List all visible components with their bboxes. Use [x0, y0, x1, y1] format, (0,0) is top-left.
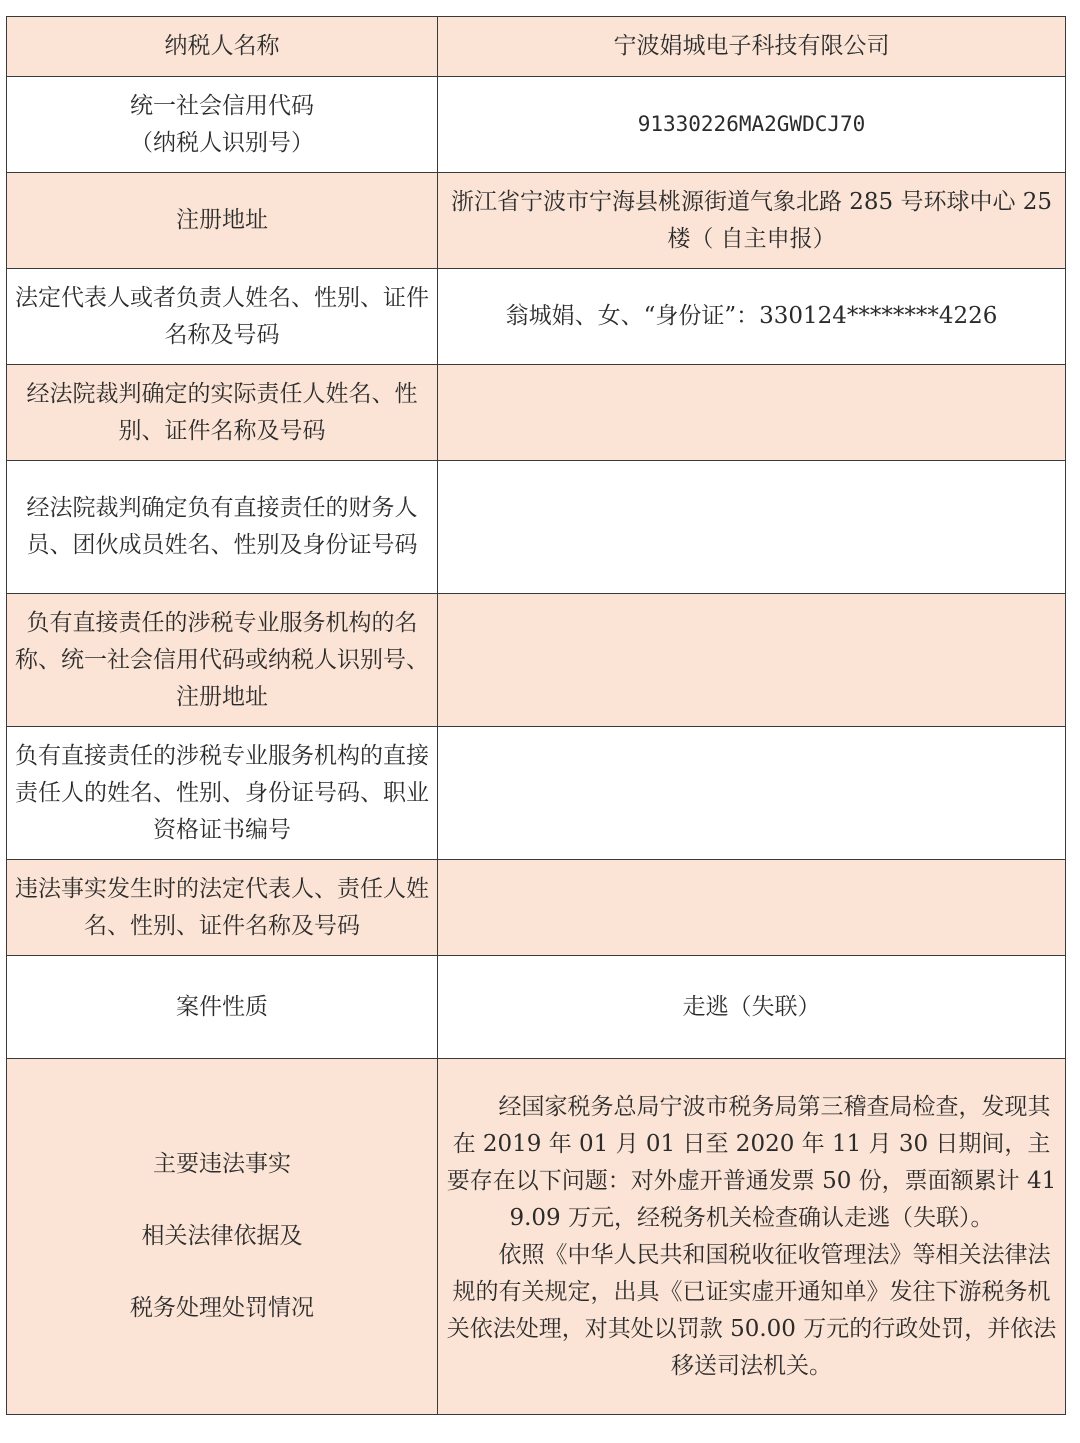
label-representative-at-violation: 违法事实发生时的法定代表人、责任人姓名、性别、证件名称及号码 — [7, 860, 438, 956]
value-credit-code: 91330226MA2GWDCJ70 — [438, 77, 1066, 173]
row-violation-facts — [7, 1059, 1066, 1415]
taxpayer-info-table — [6, 16, 1066, 1415]
value-case-nature: 走逃（失联） — [438, 956, 1066, 1059]
facts-paragraph-2: 依照《中华人民共和国税收征收管理法》等相关法律法规的有关规定，出具《已证实虚开通知单》发往下游税务机关依法处理，对其处以罚款 50.00 万元的行政处罚，并依法移送司法机关。 — [446, 1241, 1057, 1379]
label-registered-address: 注册地址 — [7, 173, 438, 269]
row-finance-personnel — [7, 461, 1066, 594]
value-tax-agency — [438, 594, 1066, 727]
value-registered-address: 浙江省宁波市宁海县桃源街道气象北路 285 号环球中心 25 楼（ 自主申报） — [438, 173, 1066, 269]
label-case-nature: 案件性质 — [7, 956, 438, 1059]
value-taxpayer-name: 宁波娟城电子科技有限公司 — [438, 17, 1066, 77]
label-taxpayer-name: 纳税人名称 — [7, 17, 438, 77]
label-penalty: 税务处理处罚情况 — [130, 1295, 314, 1321]
row-tax-agency — [7, 594, 1066, 727]
row-representative-at-violation — [7, 860, 1066, 956]
value-finance-personnel — [438, 461, 1066, 594]
label-tax-agency-person: 负有直接责任的涉税专业服务机构的直接责任人的姓名、性别、身份证号码、职业资格证书编号 — [7, 727, 438, 860]
label-legal-representative: 法定代表人或者负责人姓名、性别、证件名称及号码 — [7, 269, 438, 365]
row-taxpayer-name — [7, 17, 1066, 77]
value-legal-representative: 翁城娟、女、“身份证”：330124********4226 — [438, 269, 1066, 365]
label-credit-code: 统一社会信用代码 （纳税人识别号） — [7, 77, 438, 173]
row-credit-code — [7, 77, 1066, 173]
value-violation-facts — [438, 1059, 1066, 1415]
label-actual-responsible-person: 经法院裁判确定的实际责任人姓名、性别、证件名称及号码 — [7, 365, 438, 461]
label-legal-basis: 相关法律依据及 — [141, 1223, 303, 1249]
value-representative-at-violation — [438, 860, 1066, 956]
label-gap — [15, 1183, 429, 1218]
label-gap — [15, 1255, 429, 1290]
label-main-facts: 主要违法事实 — [153, 1151, 291, 1177]
value-tax-agency-person — [438, 727, 1066, 860]
row-case-nature — [7, 956, 1066, 1059]
label-tax-agency: 负有直接责任的涉税专业服务机构的名称、统一社会信用代码或纳税人识别号、注册地址 — [7, 594, 438, 727]
row-registered-address — [7, 173, 1066, 269]
label-violation-facts — [7, 1059, 438, 1415]
row-legal-representative — [7, 269, 1066, 365]
row-actual-responsible-person — [7, 365, 1066, 461]
value-actual-responsible-person — [438, 365, 1066, 461]
row-tax-agency-person — [7, 727, 1066, 860]
label-finance-personnel: 经法院裁判确定负有直接责任的财务人员、团伙成员姓名、性别及身份证号码 — [7, 461, 438, 594]
facts-paragraph-1: 经国家税务总局宁波市税务局第三稽查局检查，发现其在 2019 年 01 月 01 日至 2020 年 11 月 30 日期间，主要存在以下问题：对外虚开普通发票 50 份，票面额累计 419.09 万元，经税务机关检查确认走逃（失联）。 — [446, 1093, 1057, 1231]
